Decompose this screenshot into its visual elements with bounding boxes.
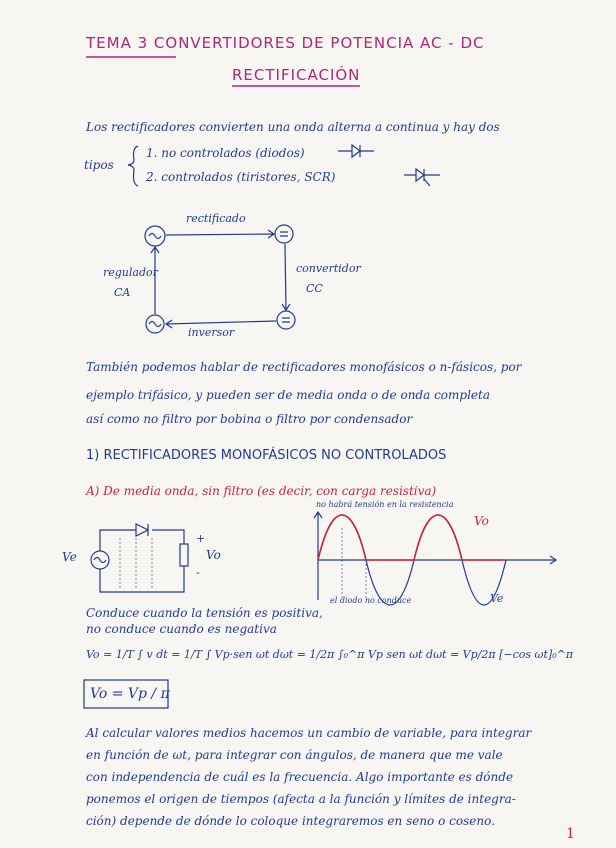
wave-note-top: no habrá tensión en la resistencia [316, 500, 454, 509]
dc-node-top-icon [275, 225, 293, 243]
tipo-1: 1. no controlados (diodos) [146, 146, 305, 160]
tipo-2: 2. controlados (tiristores, SCR) [146, 170, 336, 184]
conduce-line1: Conduce cuando la tensión es positiva, [86, 606, 323, 620]
para2-line4: ponemos el origen de tiempos (afecta a la función y límites de integra- [86, 792, 516, 806]
wave-output-half [318, 515, 506, 560]
tipos-label: tipos [84, 158, 114, 172]
diode-icon [136, 524, 148, 536]
diode-symbol-1 [338, 145, 374, 157]
page-title: TEMA 3 CONVERTIDORES DE POTENCIA AC - DC [86, 34, 485, 52]
wave-label-ve: Ve [490, 592, 504, 605]
circuit-label-minus: - [196, 566, 200, 579]
dc-node-bottom-icon [277, 311, 295, 329]
para2-line3: con independencia de cuál es la frecuencia. Algo importante es dónde [86, 770, 514, 784]
load-resistor [180, 544, 188, 566]
formula-result: Vo = Vp / π [90, 686, 170, 702]
circuit-label-vo: Vo [206, 548, 221, 562]
waveform-plot [314, 512, 556, 605]
wave-y-axis [314, 512, 322, 600]
diagram-label-cc: CC [306, 282, 323, 295]
scr-symbol [404, 169, 440, 186]
rectifier-circuit [91, 524, 188, 592]
subsection-heading: A) De media onda, sin filtro (es decir, con carga resistiva) [86, 484, 437, 498]
section-heading: 1) RECTIFICADORES MONOFÁSICOS NO CONTROLADOS [86, 448, 447, 463]
circuit-label-ve: Ve [62, 550, 77, 564]
para2-line2: en función de ωt, para integrar con ángulos, de manera que me vale [86, 748, 503, 762]
diagram-label-inversor: inversor [188, 326, 235, 339]
wave-label-vo: Vo [474, 514, 489, 528]
para1-line1: También podemos hablar de rectificadores monofásicos o n-fásicos, por [86, 360, 522, 374]
circuit-label-plus: + [196, 532, 206, 545]
para2-line1: Al calcular valores medios hacemos un cambio de variable, para integrar [86, 726, 532, 740]
result-box [84, 680, 168, 708]
diagram-label-regulador: regulador [103, 266, 158, 279]
para1-line3: así como no filtro por bobina o filtro por condensador [86, 412, 413, 426]
diagram-label-ca: CA [114, 286, 131, 299]
conduce-line2: no conduce cuando es negativa [86, 622, 277, 636]
para2-line5: ción) depende de dónde lo coloque integraremos en seno o coseno. [86, 814, 495, 828]
conversion-diagram [145, 225, 295, 333]
diagram-label-convertidor: convertidor [296, 262, 361, 275]
wave-note-mid: el diodo no conduce [330, 596, 412, 605]
para1-line2: ejemplo trifásico, y pueden ser de media onda o de onda completa [86, 388, 490, 402]
page-subtitle: RECTIFICACIÓN [232, 66, 361, 84]
diagram-label-rectificado: rectificado [186, 212, 246, 225]
tipos-brace [128, 146, 138, 186]
page-number: 1 [566, 826, 575, 842]
formula-vo: Vo = 1/T ∫ v dt = 1/T ∫ Vp·sen ωt dωt = 1/2π ∫₀^π Vp sen ωt dωt = Vp/2π [−cos ωt]₀^π [86, 648, 574, 661]
intro-text: Los rectificadores convierten una onda alterna a continua y hay dos [86, 120, 500, 134]
wave-x-axis [318, 556, 556, 564]
